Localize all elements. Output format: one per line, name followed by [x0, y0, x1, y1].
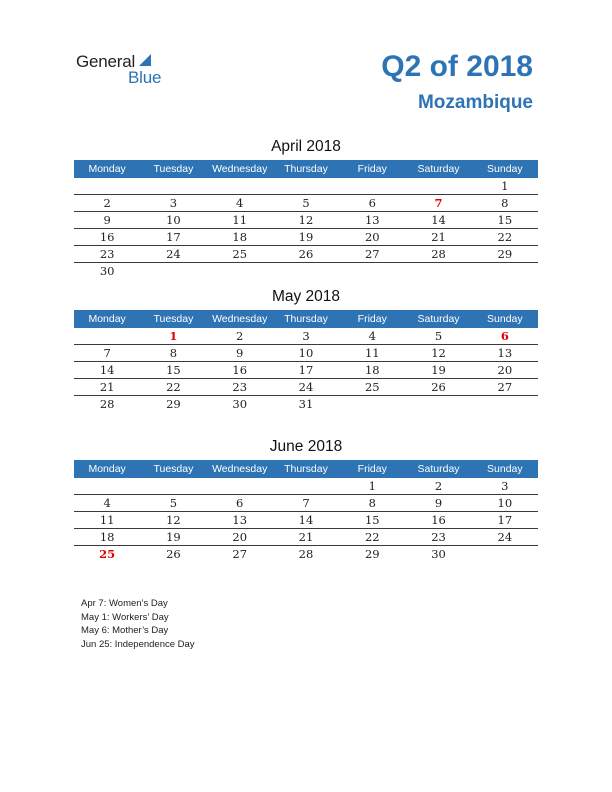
week-row	[74, 229, 538, 246]
day-cell: 6	[368, 196, 376, 210]
logo-blue-text: Blue	[128, 68, 162, 87]
empty-day-cell	[140, 178, 206, 194]
day-cell: 18	[99, 530, 115, 544]
day-cell: 14	[431, 213, 446, 227]
day-cell: 17	[497, 513, 513, 527]
day-cell: 13	[232, 513, 248, 527]
month-title: June 2018	[269, 438, 343, 455]
empty-day-cell	[74, 178, 140, 194]
holiday-item: May 1: Workers’ Day	[81, 611, 169, 623]
day-cell: 9	[236, 346, 244, 360]
day-cell: 30	[232, 397, 248, 411]
weekday-label: Sunday	[487, 463, 523, 475]
empty-day-cell	[140, 263, 206, 279]
weekday-label: Wednesday	[212, 313, 268, 325]
holiday-day-cell: 7	[434, 196, 443, 210]
day-cell: 18	[232, 230, 248, 244]
day-cell: 16	[232, 363, 248, 377]
day-cell: 9	[103, 213, 111, 227]
week-row	[74, 379, 538, 396]
day-cell: 18	[364, 363, 380, 377]
day-cell: 11	[99, 513, 115, 527]
week-row	[74, 345, 538, 362]
weekday-label: Wednesday	[212, 163, 268, 175]
week-row	[74, 178, 538, 195]
day-cell: 17	[298, 363, 314, 377]
day-cell: 26	[431, 380, 446, 394]
day-cell: 24	[298, 380, 314, 394]
day-cell: 13	[497, 346, 513, 360]
day-cell: 9	[434, 496, 443, 510]
weekday-label: Tuesday	[153, 313, 194, 325]
weekday-header	[74, 460, 538, 478]
logo-general-text: General	[76, 52, 136, 71]
day-cell: 8	[368, 496, 376, 510]
holiday-item: Apr 7: Women’s Day	[81, 598, 168, 609]
empty-day-cell	[405, 178, 471, 194]
day-cell: 5	[169, 496, 178, 510]
day-cell: 24	[497, 530, 513, 544]
day-cell: 12	[298, 213, 314, 227]
day-cell: 21	[298, 530, 314, 544]
day-cell: 11	[232, 213, 248, 227]
day-cell: 21	[431, 230, 446, 244]
day-cell: 25	[364, 380, 380, 394]
day-cell: 3	[501, 479, 509, 493]
week-row	[74, 478, 538, 495]
page-title: Q2 of 2018	[381, 50, 533, 83]
empty-day-cell	[472, 546, 538, 562]
empty-day-cell	[140, 478, 206, 494]
holiday-list	[81, 597, 195, 651]
weekday-label: Thursday	[284, 163, 328, 175]
weekday-label: Saturday	[417, 463, 460, 475]
day-cell: 2	[434, 479, 443, 493]
day-cell: 2	[236, 329, 244, 343]
day-cell: 28	[431, 247, 446, 261]
holiday-day-cell: 6	[500, 329, 509, 343]
day-cell: 21	[99, 380, 115, 394]
weekday-label: Monday	[88, 313, 126, 325]
day-cell: 3	[302, 329, 310, 343]
weekday-label: Thursday	[284, 463, 328, 475]
day-cell: 1	[501, 179, 509, 193]
empty-day-cell	[74, 328, 140, 344]
empty-day-cell	[405, 263, 471, 279]
holiday-day-cell: 1	[169, 329, 178, 343]
day-cell: 1	[368, 479, 376, 493]
weekday-label: Sunday	[487, 313, 523, 325]
day-cell: 27	[232, 547, 248, 561]
holiday-day-cell: 25	[99, 547, 116, 561]
day-cell: 23	[99, 247, 115, 261]
weekday-label: Wednesday	[212, 463, 268, 475]
day-cell: 14	[99, 363, 115, 377]
day-cell: 17	[166, 230, 181, 244]
week-row	[74, 512, 538, 529]
day-cell: 25	[232, 247, 248, 261]
week-row	[74, 529, 538, 546]
day-cell: 22	[166, 380, 181, 394]
day-cell: 29	[497, 247, 513, 261]
day-cell: 12	[431, 346, 446, 360]
week-row	[74, 328, 538, 345]
empty-day-cell	[339, 396, 405, 412]
day-cell: 8	[169, 346, 178, 360]
week-row	[74, 396, 538, 412]
empty-day-cell	[207, 178, 273, 194]
week-row	[74, 495, 538, 512]
weekday-header	[74, 310, 538, 328]
day-cell: 16	[99, 230, 115, 244]
day-cell: 11	[364, 346, 380, 360]
weekday-label: Saturday	[417, 313, 460, 325]
day-cell: 27	[497, 380, 513, 394]
day-cell: 23	[431, 530, 446, 544]
day-cell: 26	[166, 547, 181, 561]
day-cell: 13	[364, 213, 380, 227]
weekday-label: Friday	[357, 163, 387, 175]
day-cell: 4	[236, 196, 244, 210]
week-row	[74, 212, 538, 229]
holiday-item: May 6: Mother’s Day	[81, 625, 169, 636]
day-cell: 23	[232, 380, 248, 394]
day-cell: 29	[166, 397, 181, 411]
week-row	[74, 263, 538, 279]
empty-day-cell	[472, 263, 538, 279]
day-cell: 27	[364, 247, 380, 261]
weekday-label: Friday	[357, 463, 387, 475]
week-row	[74, 546, 538, 562]
empty-day-cell	[273, 178, 339, 194]
day-cell: 19	[298, 230, 314, 244]
weekday-label: Sunday	[487, 163, 523, 175]
day-cell: 15	[497, 213, 513, 227]
day-cell: 6	[236, 496, 244, 510]
day-cell: 19	[431, 363, 446, 377]
day-cell: 5	[302, 196, 310, 210]
empty-day-cell	[74, 478, 140, 494]
day-cell: 10	[497, 496, 513, 510]
day-cell: 4	[103, 496, 111, 510]
day-cell: 7	[302, 496, 310, 510]
month-calendar-june	[74, 438, 538, 562]
day-cell: 10	[166, 213, 181, 227]
day-cell: 20	[364, 230, 380, 244]
day-cell: 14	[298, 513, 314, 527]
empty-day-cell	[273, 263, 339, 279]
day-cell: 12	[166, 513, 181, 527]
logo	[76, 52, 186, 88]
day-cell: 15	[364, 513, 380, 527]
empty-day-cell	[339, 263, 405, 279]
empty-day-cell	[273, 478, 339, 494]
empty-day-cell	[207, 263, 273, 279]
day-cell: 16	[431, 513, 446, 527]
day-cell: 20	[497, 363, 513, 377]
day-cell: 20	[232, 530, 248, 544]
day-cell: 5	[434, 329, 443, 343]
weekday-label: Tuesday	[153, 463, 194, 475]
weekday-label: Tuesday	[153, 163, 194, 175]
week-row	[74, 195, 538, 212]
day-cell: 15	[166, 363, 181, 377]
empty-day-cell	[207, 478, 273, 494]
day-cell: 31	[298, 397, 314, 411]
country-title: Mozambique	[417, 92, 533, 113]
day-cell: 28	[298, 547, 314, 561]
weekday-label: Monday	[88, 463, 126, 475]
day-cell: 10	[298, 346, 314, 360]
day-cell: 2	[103, 196, 111, 210]
month-title: April 2018	[271, 138, 341, 155]
day-cell: 28	[99, 397, 115, 411]
weekday-label: Thursday	[284, 313, 328, 325]
holiday-item: Jun 25: Independence Day	[81, 638, 195, 650]
weekday-label: Monday	[88, 163, 126, 175]
day-cell: 24	[166, 247, 181, 261]
day-cell: 22	[364, 530, 380, 544]
month-calendar-april	[74, 138, 538, 279]
day-cell: 26	[298, 247, 314, 261]
empty-day-cell	[472, 396, 538, 412]
month-title: May 2018	[271, 288, 341, 305]
day-cell: 29	[364, 547, 380, 561]
week-row	[74, 362, 538, 379]
weekday-label: Friday	[357, 313, 387, 325]
weekday-header	[74, 160, 538, 178]
day-cell: 8	[501, 196, 509, 210]
empty-day-cell	[339, 178, 405, 194]
day-cell: 4	[368, 329, 376, 343]
empty-day-cell	[405, 396, 471, 412]
weekday-label: Saturday	[417, 163, 460, 175]
logo-triangle-icon	[139, 54, 151, 66]
day-cell: 22	[497, 230, 513, 244]
day-cell: 30	[99, 264, 115, 278]
day-cell: 30	[431, 547, 446, 561]
month-calendar-may	[74, 288, 538, 412]
week-row	[74, 246, 538, 263]
day-cell: 7	[103, 346, 111, 360]
day-cell: 3	[169, 196, 178, 210]
day-cell: 19	[166, 530, 181, 544]
